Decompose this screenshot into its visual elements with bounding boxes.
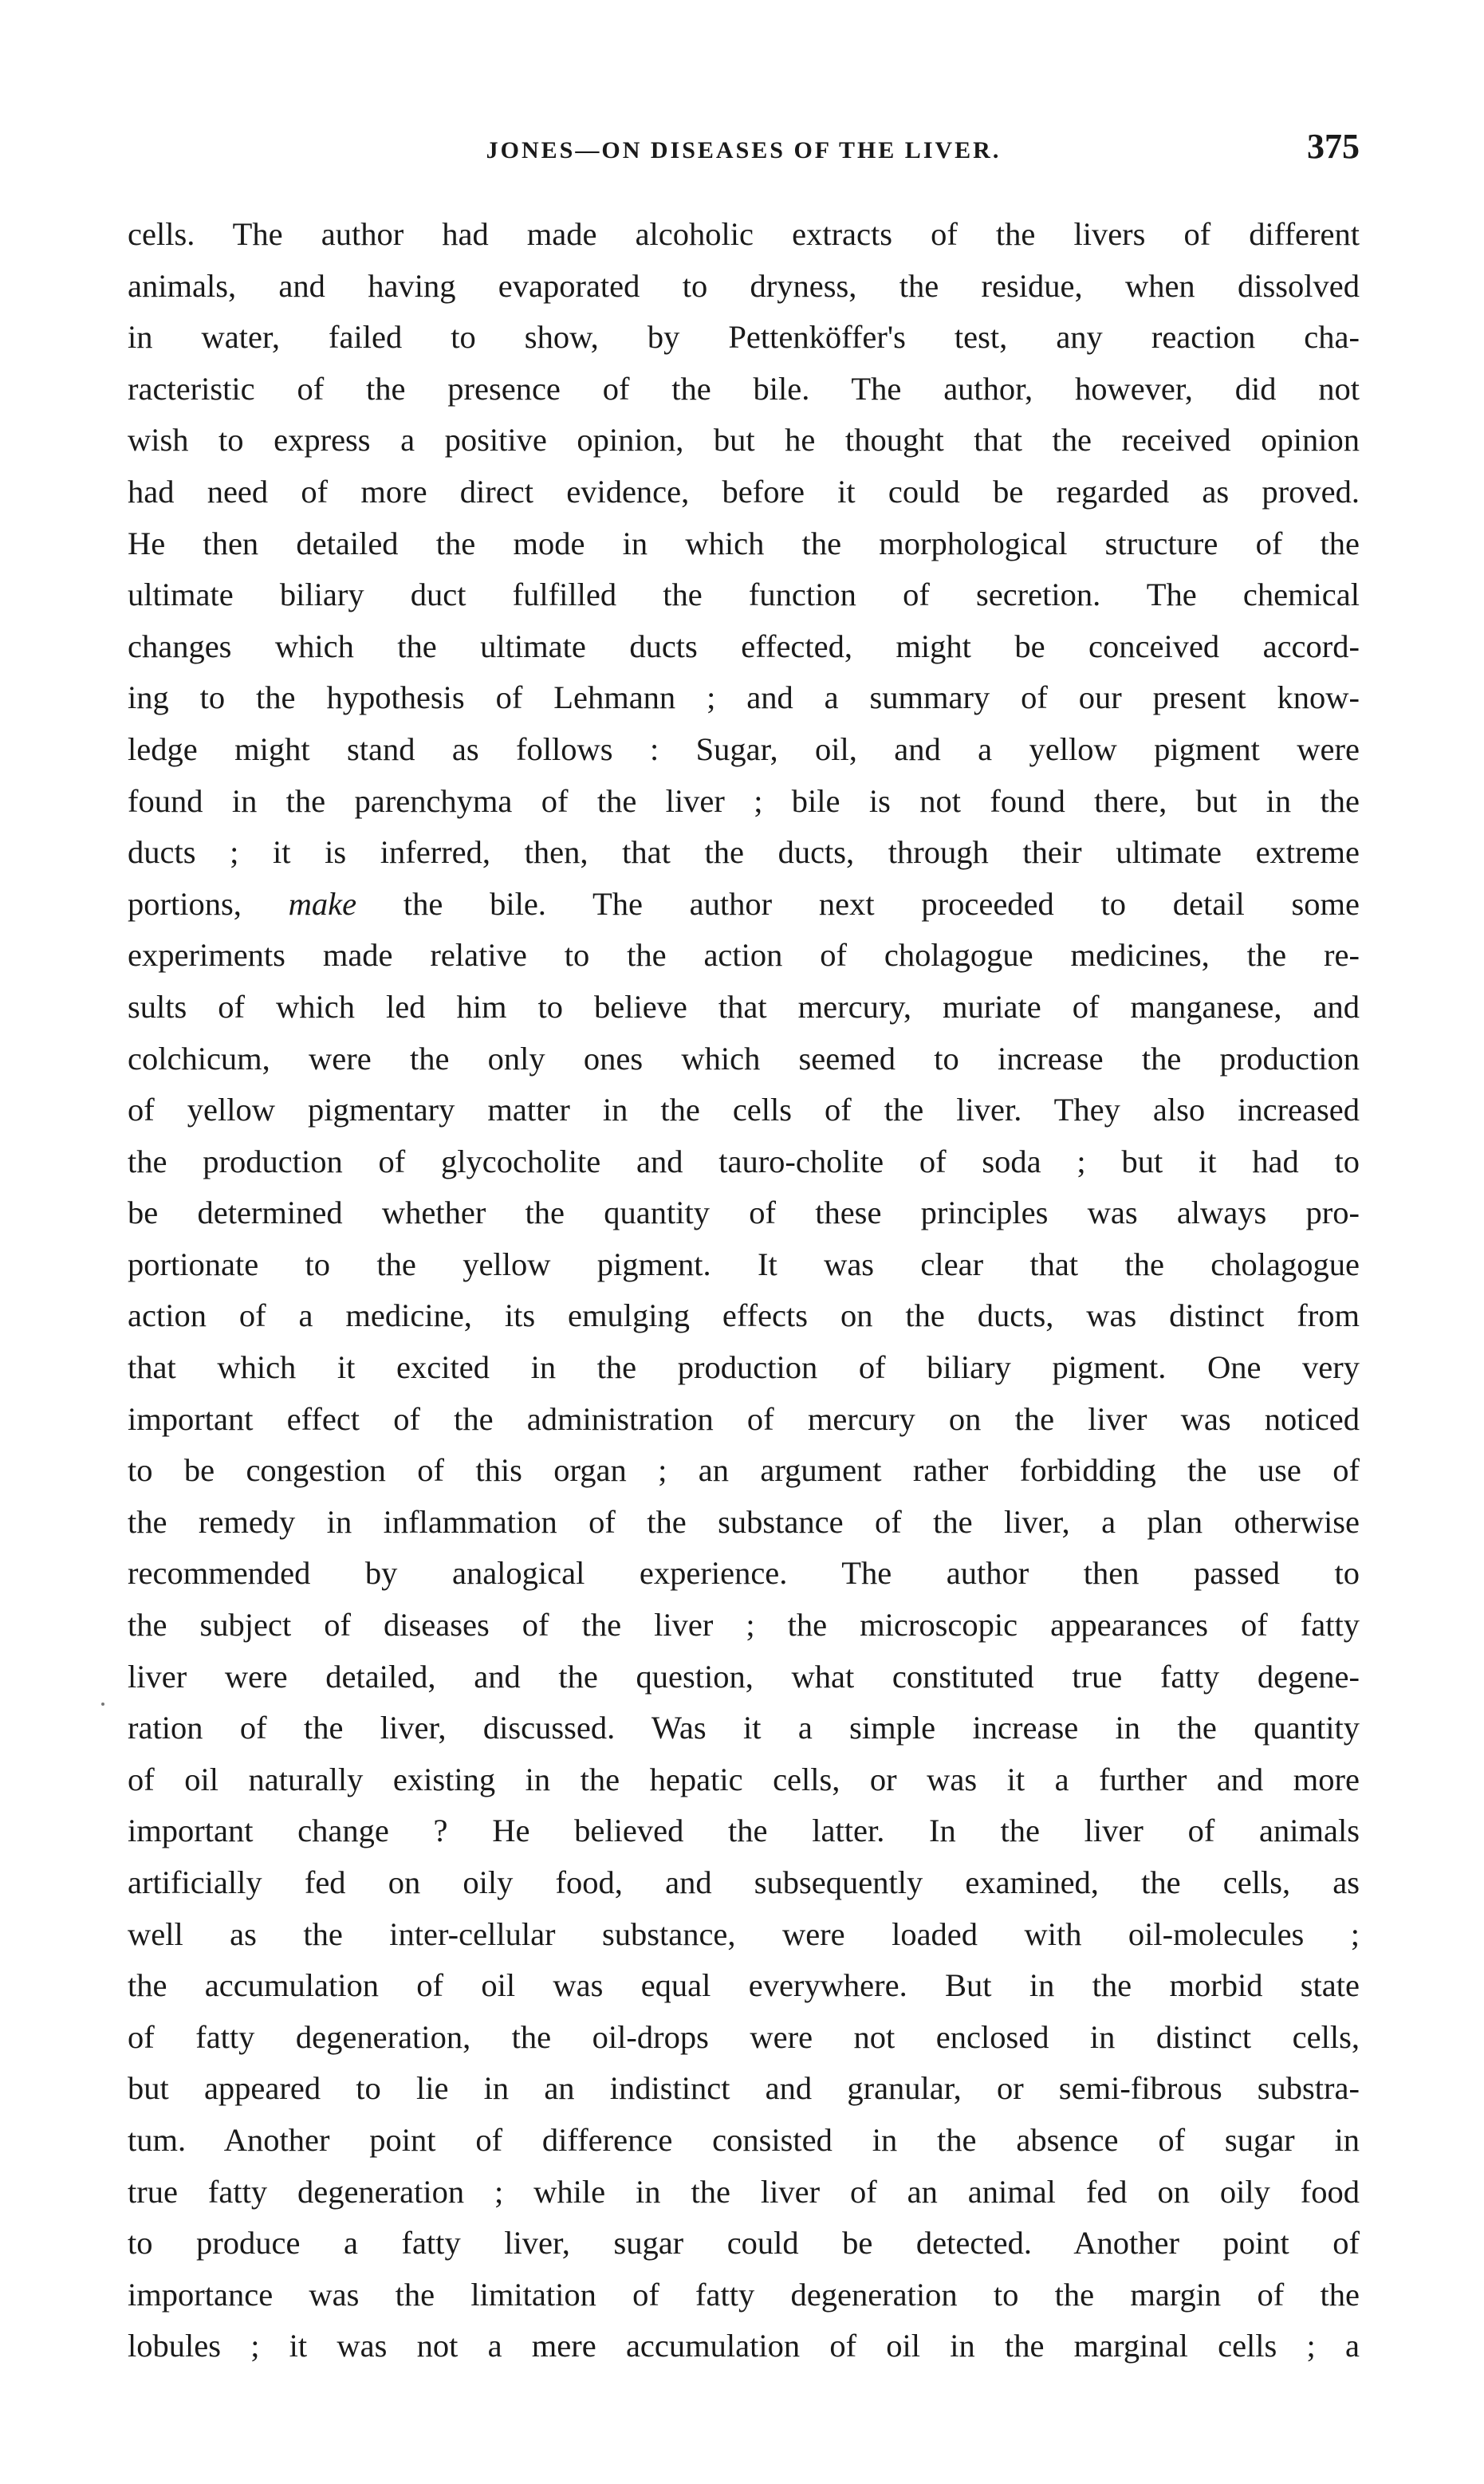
text-line: the subject of diseases of the liver ; the microscopic appearances of fatty xyxy=(128,1607,1360,1644)
text-line: to be congestion of this organ ; an argument rather forbidding the use of xyxy=(128,1452,1360,1489)
text-line: liver were detailed, and the question, what constituted true fatty degene- xyxy=(128,1658,1360,1695)
text-line: wish to express a positive opinion, but he thought that the received opinion xyxy=(128,422,1360,459)
text-line: experiments made relative to the action of cholagogue medicines, the re- xyxy=(128,937,1360,974)
text-line: ultimate biliary duct fulfilled the function of secretion. The chemical xyxy=(128,577,1360,613)
text-line: the accumulation of oil was equal everywhere. But in the morbid state xyxy=(128,1967,1360,2004)
text-line: in water, failed to show, by Pettenköffer's test, any reaction cha- xyxy=(128,319,1360,356)
text-line: to produce a fatty liver, sugar could be detected. Another point of xyxy=(128,2225,1360,2262)
text-line: tum. Another point of difference consisted in the absence of sugar in xyxy=(128,2121,1360,2158)
text-line: ing to the hypothesis of Lehmann ; and a summary of our present know- xyxy=(128,679,1360,716)
text-line: recommended by analogical experience. The author then passed to xyxy=(128,1555,1360,1592)
text-line: artificially fed on oily food, and subsequently examined, the cells, as xyxy=(128,1864,1360,1900)
text-line: found in the parenchyma of the liver ; bile is not found there, but in the xyxy=(128,782,1360,819)
text-line: ducts ; it is inferred, then, that the ducts, through their ultimate extreme xyxy=(128,834,1360,871)
italic-word: make xyxy=(288,885,357,922)
text-line: true fatty degeneration ; while in the liver of an animal fed on oily food xyxy=(128,2173,1360,2210)
text-line: well as the inter-cellular substance, were loaded with oil-molecules ; xyxy=(128,1915,1360,1952)
text-line: of fatty degeneration, the oil-drops were not enclosed in distinct cells, xyxy=(128,2018,1360,2055)
text-line: changes which the ultimate ducts effected, might be conceived accord- xyxy=(128,628,1360,664)
text-line: important change ? He believed the latter. In the liver of animals xyxy=(128,1813,1360,1849)
text-line: the production of glycocholite and tauro-cholite of soda ; but it had to xyxy=(128,1143,1360,1179)
running-title: JONES—ON DISEASES OF THE LIVER. xyxy=(486,137,1002,163)
text-line: sults of which led him to believe that mercury, muriate of manganese, and xyxy=(128,988,1360,1025)
text-line: colchicum, were the only ones which seemed to increase the production xyxy=(128,1040,1360,1077)
margin-speck xyxy=(101,1703,104,1706)
text-line: had need of more direct evidence, before it could be regarded as proved. xyxy=(128,473,1360,510)
text-line: He then detailed the mode in which the morphological structure of the xyxy=(128,525,1360,561)
text-line: of oil naturally existing in the hepatic cells, or was it a further and more xyxy=(128,1761,1360,1797)
text-line: portionate to the yellow pigment. It was clear that the cholagogue xyxy=(128,1246,1360,1282)
text-line: the remedy in inflammation of the substance of the liver, a plan otherwise xyxy=(128,1503,1360,1540)
text-line: but appeared to lie in an indistinct and granular, or semi-fibrous substra- xyxy=(128,2070,1360,2107)
running-header xyxy=(128,126,1360,174)
text-line: ledge might stand as follows : Sugar, oil, and a yellow pigment were xyxy=(128,730,1360,767)
text-line: that which it excited in the production of biliary pigment. One very xyxy=(128,1349,1360,1386)
text-line: of yellow pigmentary matter in the cells of the liver. They also increased xyxy=(128,1092,1360,1128)
text-line: be determined whether the quantity of these principles was always pro- xyxy=(128,1195,1360,1231)
body-text xyxy=(128,209,1360,2372)
text-line: racteristic of the presence of the bile. The author, however, did not xyxy=(128,370,1360,407)
text-line: ration of the liver, discussed. Was it a simple increase in the quantity xyxy=(128,1710,1360,1746)
page-number: 375 xyxy=(1307,127,1360,166)
text-line: important effect of the administration of mercury on the liver was noticed xyxy=(128,1400,1360,1437)
text-line: importance was the limitation of fatty degeneration to the margin of the xyxy=(128,2276,1360,2313)
text-line: portions, make the bile. The author next proceeded to detail some xyxy=(128,885,1360,922)
text-line: animals, and having evaporated to dryness, the residue, when dissolved xyxy=(128,267,1360,304)
text-line: cells. The author had made alcoholic extracts of the livers of different xyxy=(128,216,1360,252)
text-line: lobules ; it was not a mere accumulation of oil in the marginal cells ; a xyxy=(128,2328,1360,2364)
text-line: action of a medicine, its emulging effects on the ducts, was distinct from xyxy=(128,1297,1360,1334)
